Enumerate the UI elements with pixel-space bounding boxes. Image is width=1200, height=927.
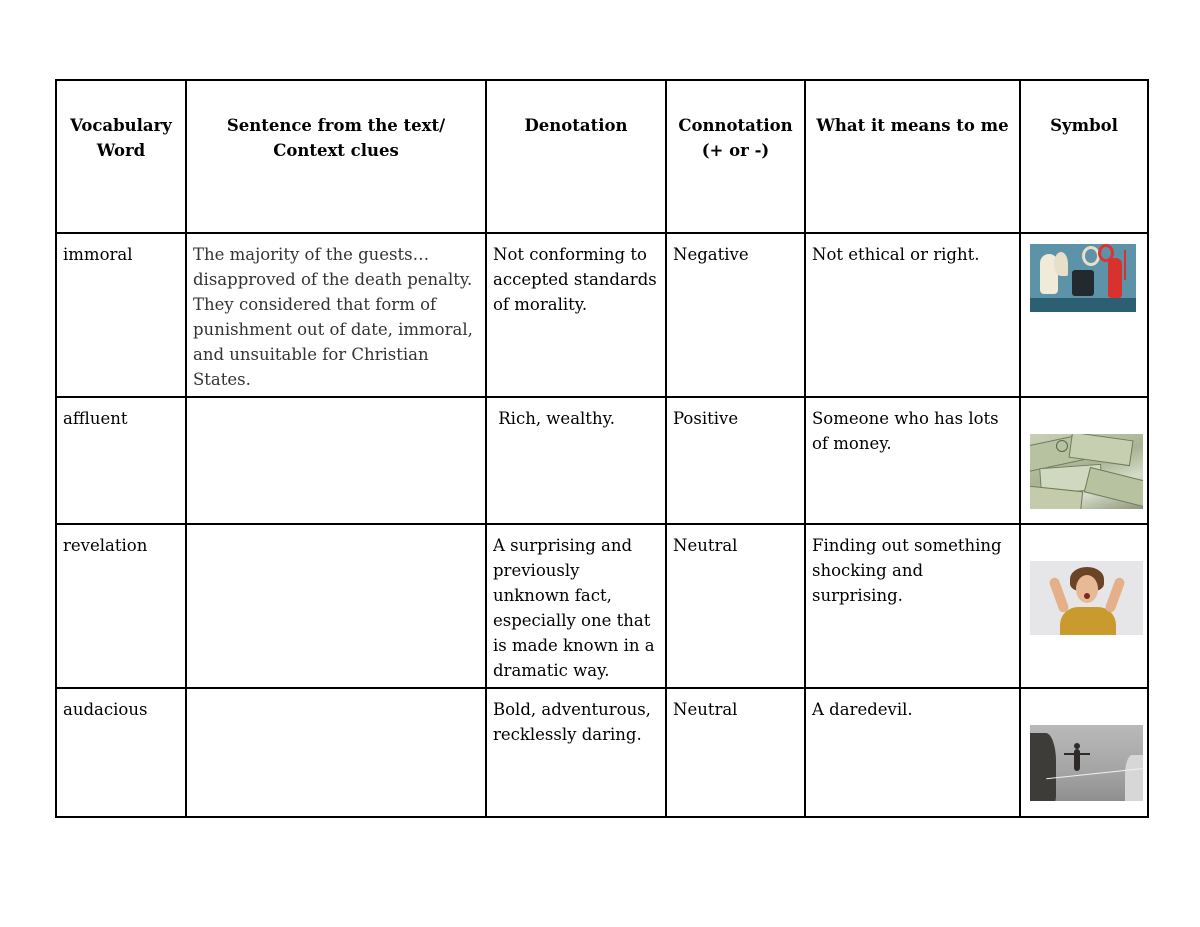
header-denotation: Denotation bbox=[486, 80, 666, 233]
cell-meaning: Finding out something shocking and surprising. bbox=[805, 524, 1020, 688]
surprised-woman-image bbox=[1030, 561, 1143, 635]
table-row bbox=[56, 397, 1148, 524]
cell-symbol bbox=[1020, 524, 1148, 688]
header-meaning: What it means to me bbox=[805, 80, 1020, 233]
table-row bbox=[56, 688, 1148, 817]
header-vocabulary-word: Vocabulary Word bbox=[56, 80, 186, 233]
cell-meaning: Not ethical or right. bbox=[805, 233, 1020, 397]
cell-meaning: A daredevil. bbox=[805, 688, 1020, 817]
cell-denotation: A surprising and previously unknown fact, especially one that is made known in a dramatic way. bbox=[486, 524, 666, 688]
header-connotation: Connotation (+ or -) bbox=[666, 80, 805, 233]
table-row bbox=[56, 233, 1148, 397]
cell-meaning: Someone who has lots of money. bbox=[805, 397, 1020, 524]
cell-symbol bbox=[1020, 397, 1148, 524]
header-symbol: Symbol bbox=[1020, 80, 1148, 233]
cell-denotation: Rich, wealthy. bbox=[486, 397, 666, 524]
cell-sentence bbox=[186, 397, 486, 524]
cell-connotation: Neutral bbox=[666, 688, 805, 817]
cell-connotation: Negative bbox=[666, 233, 805, 397]
cell-symbol bbox=[1020, 233, 1148, 397]
table-header-row bbox=[56, 80, 1148, 233]
cell-denotation: Bold, adventurous, recklessly daring. bbox=[486, 688, 666, 817]
cell-connotation: Neutral bbox=[666, 524, 805, 688]
cell-sentence: The majority of the guests… disapproved of the death penalty. They considered that form of punishment out of date, immoral, and unsuitable for Christian States. bbox=[186, 233, 486, 397]
cell-word: revelation bbox=[56, 524, 186, 688]
money-image bbox=[1030, 434, 1143, 509]
cell-word: affluent bbox=[56, 397, 186, 524]
tightrope-walker-image bbox=[1030, 725, 1143, 801]
cell-symbol bbox=[1020, 688, 1148, 817]
table-row bbox=[56, 524, 1148, 688]
header-sentence: Sentence from the text/ Context clues bbox=[186, 80, 486, 233]
vocabulary-table bbox=[55, 79, 1149, 818]
cell-word: audacious bbox=[56, 688, 186, 817]
cell-sentence bbox=[186, 688, 486, 817]
cell-denotation: Not conforming to accepted standards of morality. bbox=[486, 233, 666, 397]
moral-choice-image bbox=[1030, 244, 1136, 312]
cell-connotation: Positive bbox=[666, 397, 805, 524]
cell-sentence bbox=[186, 524, 486, 688]
cell-word: immoral bbox=[56, 233, 186, 397]
